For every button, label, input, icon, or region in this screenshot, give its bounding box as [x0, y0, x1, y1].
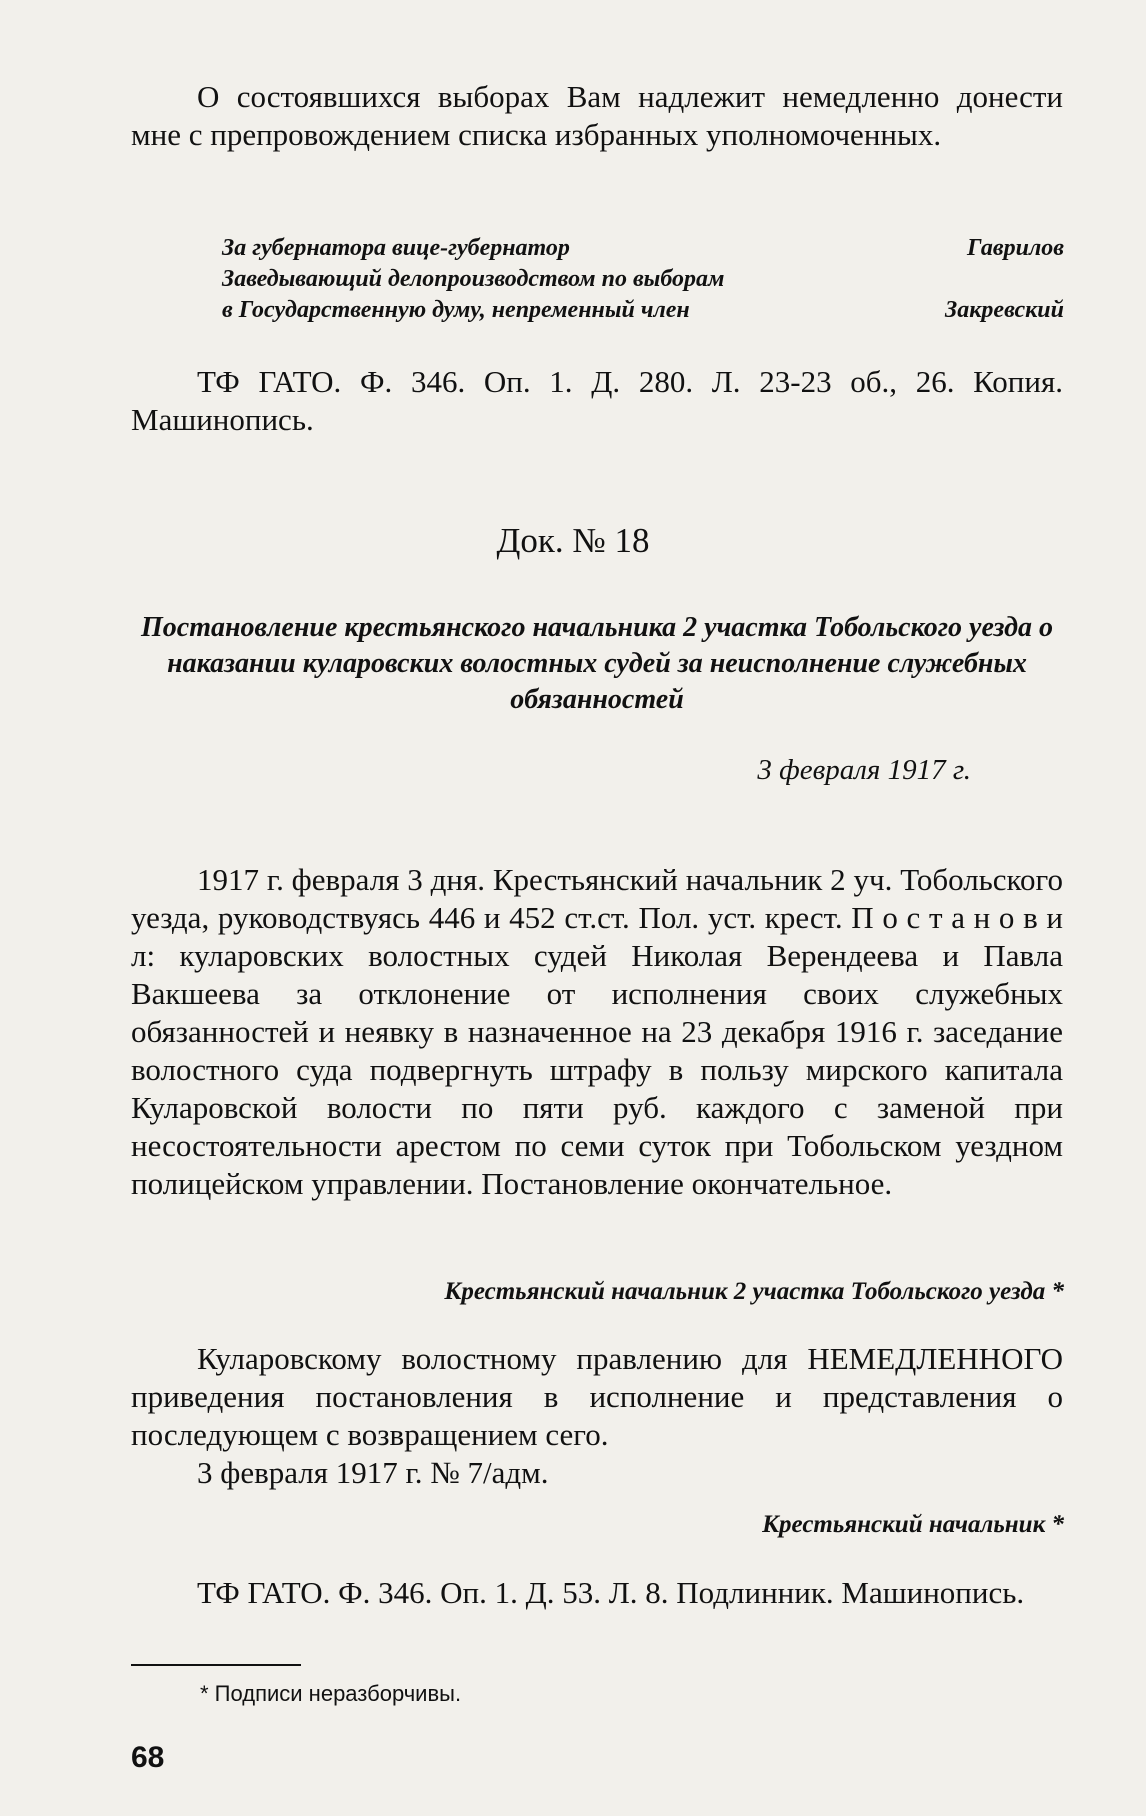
- order-date-line: 3 февраля 1917 г. № 7/адм.: [197, 1455, 549, 1490]
- document-heading: Постановление крестьянского начальника 2 участка Тобольского уезда о наказании куларовских волостных судей за неисполнение служебных обязанностей: [141, 612, 1053, 715]
- page-number: 68: [131, 1741, 165, 1774]
- order-paragraph: Куларовскому волостному правлению для НЕМЕДЛЕННОГО приведения постановления в исполнение и представления о последующем с возвращением сего.: [131, 1341, 1063, 1452]
- signature-role-manager: Заведывающий делопроизводством по выборам: [222, 266, 725, 292]
- document-date: 3 февраля 1917 г.: [757, 754, 971, 786]
- order-section: [131, 1340, 1063, 1492]
- signature-peasant-chief: Крестьянский начальник *: [762, 1511, 1064, 1538]
- intro-paragraph: О состоявшихся выборах Вам надлежит немедленно донести мне с препровождением списка избранных уполномоченных.: [131, 79, 1063, 152]
- document-number: Док. № 18: [496, 521, 650, 560]
- signature-peasant-chief-district: Крестьянский начальник 2 участка Тобольского уезда *: [444, 1278, 1064, 1305]
- signature-name-gavrilov: Гаврилов: [966, 235, 1064, 261]
- footnote: * Подписи неразборчивы.: [200, 1681, 462, 1706]
- archive-source-first: ТФ ГАТО. Ф. 346. Оп. 1. Д. 280. Л. 23-23 об., 26. Копия. Машинопись.: [131, 364, 1063, 437]
- archive-source-second-section: [131, 1574, 1063, 1612]
- archive-source-first-section: [131, 363, 1063, 439]
- body-paragraph: 1917 г. февраля 3 дня. Крестьянский начальник 2 уч. Тобольского уезда, руководствуясь 446 и 452 ст.ст. Пол. уст. крест. П о с т а н о в и л: куларовских волостных судей Николая Верендеева и Павла Вакшеева за отклонение от исполнения своих служебных обязанностей и неявку в назначенное на 23 декабря 1916 г. заседание волостного суда подвергнуть штрафу в пользу мирского капитала Куларовской волости по пяти руб. каждого с заменой при несостоятельности арестом по семи суток при Тобольском уездном полицейском управлении. Постановление окончательное.: [131, 862, 1063, 1201]
- signature-name-zakrevsky: Закревский: [945, 297, 1064, 323]
- archive-source-second: ТФ ГАТО. Ф. 346. Оп. 1. Д. 53. Л. 8. Подлинник. Машинопись.: [197, 1575, 1025, 1610]
- intro-section: [131, 78, 1063, 154]
- signature-role-vice-governor: За губернатора вице-губернатор: [222, 235, 570, 261]
- body-section: [131, 861, 1063, 1203]
- footnote-divider: [131, 1664, 301, 1666]
- signature-role-member: в Государственную думу, непременный член: [222, 297, 690, 323]
